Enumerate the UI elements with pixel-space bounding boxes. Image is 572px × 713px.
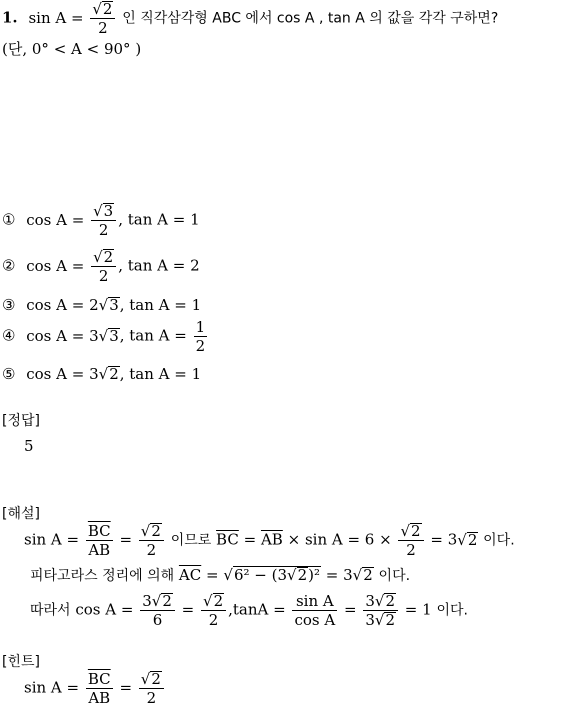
question-lead-math: sin A = — [28, 8, 84, 27]
option-3[interactable]: ③ cos A = 2√3, tan A = 1 — [2, 296, 202, 314]
question-condition: (단, 0° < A < 90° ) — [2, 40, 142, 58]
hint-formula: sin A = $\frac{\overline{BC}}{AB}$ = $\frac{√2}{2}$ — [24, 670, 166, 707]
solution-line-1: sin A = $\frac{\overline{BC}}{AB}$ = $\frac{√2}{2}$ 이므로 $\overline{BC} = \overline{AB} \times \sin A = 6$ × $\frac{√2}{2}$ = 3√2 이다. — [24, 522, 515, 559]
option-5[interactable]: ⑤ cos A = 3√2, tan A = 1 — [2, 365, 202, 383]
solution-line-2: 피타고라스 정리에 의해 $\overline{AC} = √6^2 - (3√2)^2 = 3√2$ 이다. — [30, 566, 411, 584]
question-stem — [2, 0, 498, 37]
hint-label: [힌트] — [2, 654, 40, 670]
question-number: 1. — [2, 8, 18, 27]
question-fraction: $\frac{√2}{2}$ — [90, 0, 115, 37]
option-1[interactable]: ① cos A = $\frac{√3}{2}$ , tan A = 1 — [2, 202, 200, 239]
answer-label: [정답] — [2, 413, 40, 429]
question-text: 인 직각삼각형 ABC 에서 cos A , tan A 의 값을 각각 구하면? — [122, 10, 499, 27]
answer-value: 5 — [24, 437, 34, 455]
solution-line-3: 따라서 cos A = $\frac{3√2}{6}$ = $\frac{√2}{2}$ ,tanA = $\frac{\text{sin A}}{\text{cos A}}$ = $\frac{3√2}{3√2}$ = 1 이다. — [30, 592, 468, 629]
option-2[interactable]: ② cos A = $\frac{√2}{2}$ , tan A = 2 — [2, 248, 200, 285]
option-4[interactable]: ④ cos A = 3√3, tan A = $\frac{1}{2}$ — [2, 318, 206, 355]
solution-label: [해설] — [2, 506, 40, 522]
